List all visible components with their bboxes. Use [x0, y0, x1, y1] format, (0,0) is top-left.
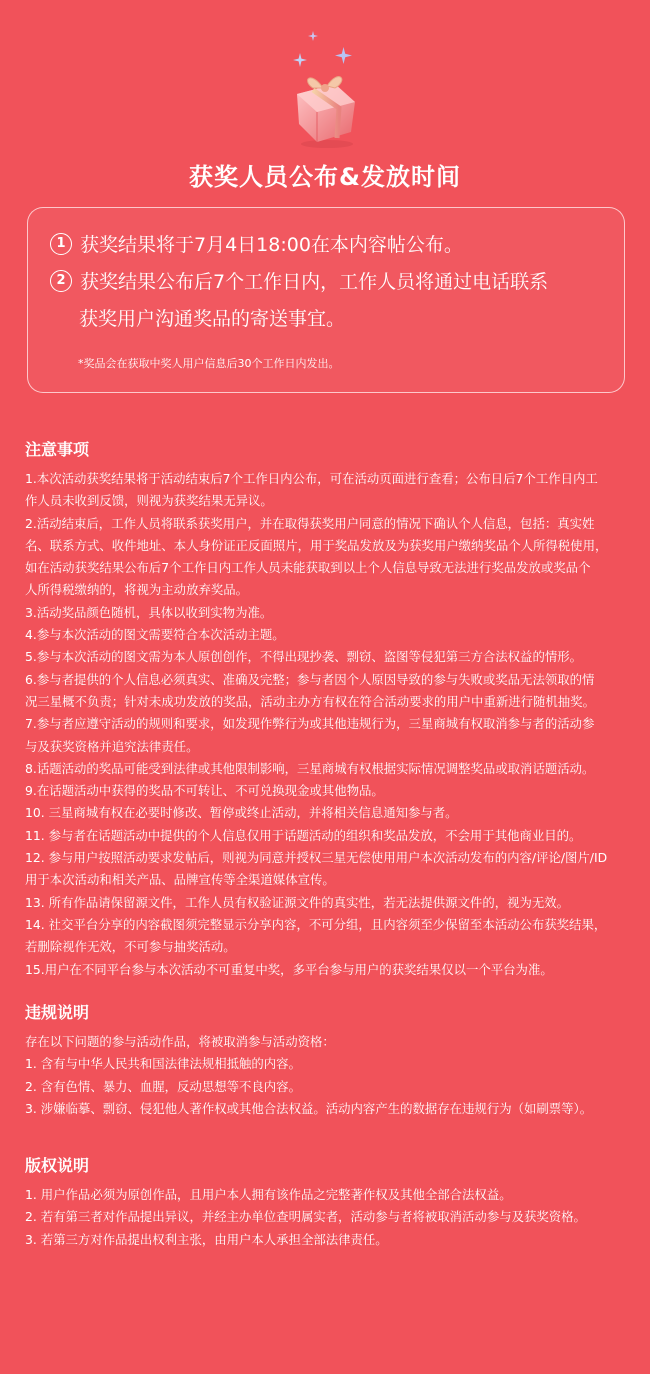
notes-line: 6.参与者提供的个人信息必须真实、准确及完整；参与者因个人原因导致的参与失败或奖品无法领取的情	[25, 671, 595, 687]
notes-line: 12. 参与用户按照活动要求发帖后，则视为同意并授权三星无偿使用用户本次活动发布的内容/评论/图片/ID	[25, 850, 608, 866]
notes-line: 况三星概不负责；针对未成功发放的奖品，活动主办方有权在符合活动要求的用户中重新进行随机抽奖。	[25, 693, 595, 709]
notes-line: 名、联系方式、收件地址、本人身份证正反面照片，用于奖品发放及为获奖用户缴纳奖品个人所得税使用，	[25, 537, 608, 553]
copyright-title: 版权说明	[25, 1156, 90, 1175]
copyright-line: 2. 若有第三者对作品提出异议，并经主办单位查明属实者，活动参与者将被取消活动参与及获奖资格。	[25, 1209, 586, 1225]
notes-section	[25, 437, 630, 981]
notes-title: 注意事项	[25, 440, 90, 459]
notes-line: 2.活动结束后，工作人员将联系获奖用户，并在取得获奖用户同意的情况下确认个人信息，包括：真实姓	[25, 515, 595, 531]
violation-line: 3. 涉嫌临摹、剽窃、侵犯他人著作权或其他合法权益。活动内容产生的数据存在违规行为（如刷票等）。	[25, 1100, 593, 1116]
notes-line: 11. 参与者在话题活动中提供的个人信息仅用于话题活动的组织和奖品发放，不会用于其他商业目的。	[25, 827, 582, 843]
notes-line: 8.话题活动的奖品可能受到法律或其他限制影响，三星商城有权根据实际情况调整奖品或取消话题活动。	[25, 760, 595, 776]
prize-delivery-note: *奖品会在获取中奖人用户信息后30个工作日内发出。	[78, 357, 340, 370]
violation-section	[25, 1000, 630, 1120]
announcement-text-2: 获奖结果公布后7个工作日内，工作人员将通过电话联系	[80, 271, 549, 293]
notes-line: 10. 三星商城有权在必要时修改、暂停或终止活动，并将相关信息通知参与者。	[25, 805, 458, 821]
gift-box-icon	[283, 58, 367, 150]
notes-line: 若删除视作无效，不可参与抽奖活动。	[25, 939, 236, 955]
page-title: 获奖人员公布&发放时间	[189, 163, 461, 191]
circled-number-2: 2	[50, 270, 72, 292]
announcement-box	[27, 207, 625, 393]
notes-line: 13. 所有作品请保留源文件，工作人员有权验证源文件的真实性，若无法提供源文件的，视为无效。	[25, 894, 570, 910]
copyright-line: 3. 若第三方对作品提出权利主张，由用户本人承担全部法律责任。	[25, 1231, 388, 1247]
copyright-line: 1. 用户作品必须为原创作品，且用户本人拥有该作品之完整著作权及其他全部合法权益。	[25, 1187, 512, 1202]
notes-line: 9.在话题活动中获得的奖品不可转让、不可兑换现金或其他物品。	[25, 783, 384, 799]
copyright-section	[25, 1153, 630, 1251]
announcement-text-1: 获奖结果将于7月4日18:00在本内容帖公布。	[80, 234, 463, 256]
hero-banner	[0, 0, 650, 200]
notes-line: 3.活动奖品颜色随机，具体以收到实物为准。	[25, 604, 273, 620]
notes-line: 5.参与本次活动的图文需为本人原创创作，不得出现抄袭、剽窃、盗图等侵犯第三方合法权益的情形。	[25, 649, 583, 665]
sparkle-icon	[308, 31, 318, 41]
notes-line: 作人员未收到反馈，则视为获奖结果无异议。	[25, 493, 273, 509]
notes-line: 1.本次活动获奖结果将于活动结束后7个工作日内公布，可在活动页面进行查看；公布日后7个工作日内工	[25, 471, 598, 486]
violation-line: 1. 含有与中华人民共和国法律法规相抵触的内容。	[25, 1056, 301, 1072]
announcement-item-2	[50, 267, 548, 294]
announcement-item-1	[50, 230, 463, 257]
notes-line: 人所得税缴纳的，将视为主动放弃奖品。	[25, 582, 249, 598]
notes-line: 如在活动获奖结果公布后7个工作日内工作人员未能获取到以上个人信息导致无法进行奖品发放或奖品个	[25, 560, 591, 576]
notes-line: 用于本次活动和相关产品、品牌宣传等全渠道媒体宣传。	[25, 872, 335, 888]
violation-line: 存在以下问题的参与活动作品，将被取消参与活动资格：	[25, 1034, 335, 1049]
announcement-item-2-continuation: 获奖用户沟通奖品的寄送事宜。	[79, 308, 346, 330]
circled-number-1: 1	[50, 233, 72, 255]
notes-line: 7.参与者应遵守活动的规则和要求，如发现作弊行为或其他违规行为，三星商城有权取消参与者的活动参	[25, 716, 595, 732]
notes-line: 4.参与本次活动的图文需要符合本次活动主题。	[25, 627, 285, 643]
notes-line: 14. 社交平台分享的内容截图须完整显示分享内容，不可分组，且内容须至少保留至本活动公布获奖结果，	[25, 916, 607, 932]
notes-line: 15.用户在不同平台参与本次活动不可重复中奖，多平台参与用户的获奖结果仅以一个平台为准。	[25, 961, 553, 977]
violation-line: 2. 含有色情、暴力、血腥，反动思想等不良内容。	[25, 1078, 301, 1094]
notes-line: 与及获奖资格并追究法律责任。	[25, 738, 199, 754]
violation-title: 违规说明	[25, 1003, 90, 1022]
